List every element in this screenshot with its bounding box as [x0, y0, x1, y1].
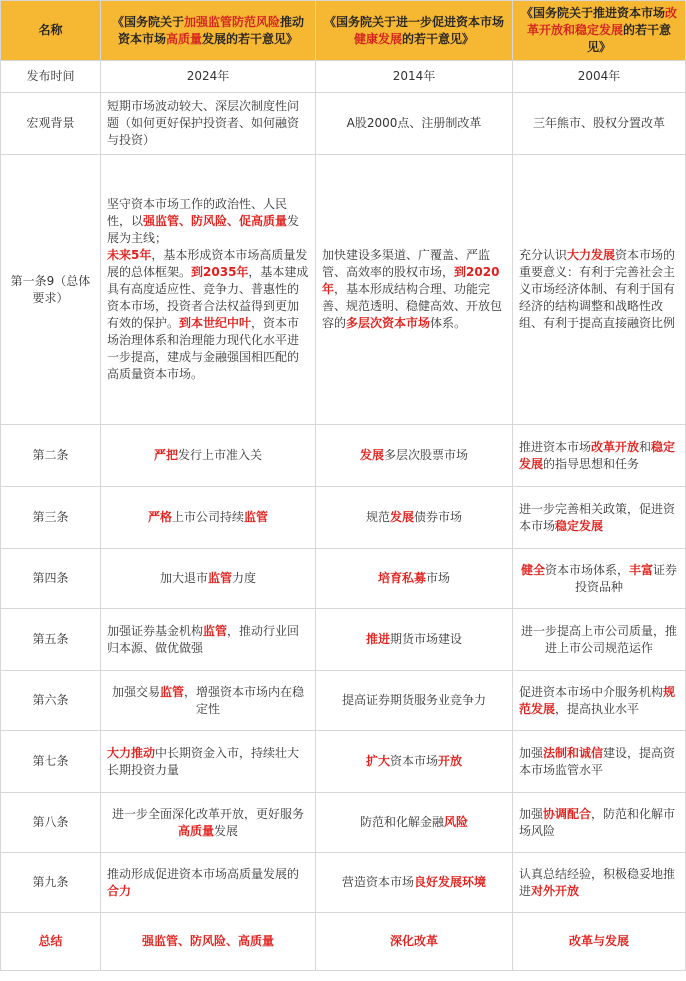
row-label: 宏观背景	[1, 93, 101, 155]
cell-text: 进一步提高上市公司质量，推进上市公司规范运作	[520, 623, 677, 655]
cell-2004	[513, 853, 686, 913]
header-name-label: 名称	[1, 1, 101, 61]
highlight-text: 良好发展环境	[414, 875, 487, 889]
table-row	[1, 61, 686, 93]
cell-text: 发展	[214, 823, 239, 838]
cell-text: 力度	[232, 571, 257, 585]
highlight-text: 推进	[365, 632, 390, 646]
cell-2004	[513, 793, 686, 853]
table-row	[1, 93, 686, 155]
highlight-text: 扩大	[365, 754, 390, 768]
highlight-text: 强监管、防风险、促高质量	[143, 214, 288, 228]
cell-2014	[316, 61, 513, 93]
cell-text: 2014年	[392, 69, 436, 83]
cell-2014	[316, 93, 513, 155]
cell-2024	[101, 793, 316, 853]
highlight-text: 培育私募	[377, 571, 426, 585]
cell-text: 和	[639, 439, 652, 454]
highlight-text: 改革开放和稳定发展	[526, 6, 678, 37]
cell-2024	[101, 487, 316, 549]
table-row	[1, 731, 686, 793]
cell-text: 提高证券期货服务业竞争力	[341, 693, 486, 707]
row-label: 第九条	[1, 853, 101, 913]
highlight-text: 合力	[107, 883, 132, 898]
cell-text: 防范和化解金融	[359, 815, 444, 829]
cell-text: 上市公司持续	[171, 510, 244, 524]
row-label: 第二条	[1, 425, 101, 487]
highlight-text: 丰富	[629, 562, 654, 577]
cell-text: ，推动行业回归本源、做优做强	[107, 623, 300, 655]
highlight-text: 监管	[207, 571, 232, 585]
cell-text: 发展的若干意见》	[202, 31, 299, 46]
cell-text: 加大退市	[159, 571, 208, 585]
highlight-text: 健康发展	[353, 31, 402, 46]
summary-row	[1, 913, 686, 971]
highlight-text: 改革开放	[591, 439, 640, 454]
cell-text: 建设，提高资本市场监管水平	[519, 745, 676, 777]
highlight-text: 发展	[359, 448, 384, 462]
header-doc-2014	[316, 1, 513, 61]
cell-text: ，防范和化解市场风险	[519, 806, 676, 838]
table-row	[1, 671, 686, 731]
row-label: 第八条	[1, 793, 101, 853]
row-label: 第六条	[1, 671, 101, 731]
row-label: 第五条	[1, 609, 101, 671]
cell-text: 发展为主线；	[107, 214, 300, 245]
cell-text: 加强交易	[111, 684, 160, 699]
summary-2004: 改革与发展	[513, 913, 686, 971]
highlight-text: 加强监管防范风险	[183, 14, 280, 29]
cell-text: 认真总结经验，积极稳妥地推进	[519, 866, 676, 898]
row-label: 第七条	[1, 731, 101, 793]
highlight-text: 稳定发展	[519, 439, 676, 471]
cell-text: 《国务院关于推进资本市场	[520, 6, 665, 20]
header-doc-2004	[513, 1, 686, 61]
cell-text: 的指导思想和任务	[543, 456, 640, 471]
cell-text: 资本市场	[389, 754, 438, 768]
cell-2004	[513, 671, 686, 731]
cell-2014	[316, 425, 513, 487]
cell-text: 体系。	[430, 316, 467, 330]
cell-2024	[101, 549, 316, 609]
cell-text: 加快建设多渠道、广覆盖、严监管、高效率的股权市场，	[322, 248, 491, 279]
cell-2024	[101, 853, 316, 913]
cell-2024	[101, 155, 316, 425]
cell-text: 发行上市准入关	[178, 448, 263, 462]
highlight-text: 风险	[444, 815, 469, 829]
cell-2004	[513, 155, 686, 425]
cell-text: ，资本市场治理体系和治理能力现代化水平进一步提高，建成与金融强国相匹配的高质量资本市场。	[107, 316, 300, 381]
row-label: 发布时间	[1, 61, 101, 93]
cell-text: ，基本建成具有高度适应性、竞争力、普惠性的资本市场，投资者合法权益得到更加有效的保护。	[107, 265, 309, 330]
cell-text: 加强	[519, 745, 544, 760]
table-row	[1, 609, 686, 671]
cell-text: 推动形成促进资本市场高质量发展的	[107, 866, 300, 881]
cell-2024	[101, 93, 316, 155]
cell-text: 中长期资金入市，持续壮大长期投资力量	[107, 745, 300, 777]
cell-2014	[316, 793, 513, 853]
highlight-text: 未来5年	[107, 248, 152, 262]
cell-text: ，提高执业水平	[555, 701, 640, 716]
highlight-text: 大力发展	[567, 248, 616, 262]
cell-2004	[513, 609, 686, 671]
highlight-text: 大力推动	[107, 745, 156, 760]
cell-text: 进一步完善相关政策，促进资本市场	[519, 501, 676, 533]
highlight-text: 健全	[520, 562, 545, 577]
cell-2024	[101, 61, 316, 93]
cell-text: ，基本形成结构合理、功能完善、规范透明、稳健高效、开放包容的	[322, 282, 503, 330]
highlight-text: 发展	[389, 510, 414, 524]
cell-2014	[316, 853, 513, 913]
cell-text: 加强	[519, 806, 544, 821]
cell-text: 短期市场波动较大、深层次制度性问题（如何更好保护投资者、如何融资与投资）	[107, 99, 300, 147]
highlight-text: 严格	[147, 510, 172, 524]
cell-text: 市场	[426, 571, 451, 585]
cell-2024	[101, 731, 316, 793]
cell-text: 推动资本市场	[117, 14, 305, 46]
cell-text: 资本市场的重要意义：有利于完善社会主义市场经济体制、有利于国有经济的结构调整和战略性改组、有利于提高直接融资比例	[519, 248, 676, 330]
cell-text: A股2000点、注册制改革	[346, 116, 482, 130]
cell-2014	[316, 731, 513, 793]
highlight-text: 到2020年	[322, 265, 500, 296]
cell-text: 多层次股票市场	[384, 448, 469, 462]
table-body	[1, 61, 686, 971]
cell-text: 促进资本市场中介服务机构	[519, 684, 664, 699]
highlight-text: 监管	[159, 684, 184, 699]
cell-text: 债券市场	[414, 510, 463, 524]
row-label: 第一条9（总体要求）	[1, 155, 101, 425]
cell-2004	[513, 731, 686, 793]
cell-text: 三年熊市、股权分置改革	[532, 116, 665, 130]
summary-2024: 强监管、防风险、高质量	[101, 913, 316, 971]
highlight-text: 多层次资本市场	[346, 316, 431, 330]
cell-2024	[101, 671, 316, 731]
cell-2014	[316, 155, 513, 425]
highlight-text: 高质量	[177, 823, 214, 838]
cell-text: 充分认识	[519, 248, 568, 262]
header-doc-2024	[101, 1, 316, 61]
cell-text: 进一步全面深化改革开放，更好服务	[111, 806, 304, 821]
highlight-text: 到本世纪中叶	[179, 316, 252, 330]
cell-2024	[101, 609, 316, 671]
cell-text: ，增强资本市场内在稳定性	[184, 684, 305, 716]
highlight-text: 严把	[153, 448, 178, 462]
cell-2004	[513, 549, 686, 609]
highlight-text: 稳定发展	[555, 518, 604, 533]
cell-2004	[513, 425, 686, 487]
cell-text: 资本市场体系，	[544, 562, 629, 577]
summary-label: 总结	[1, 913, 101, 971]
cell-text: 的若干意见》	[402, 31, 475, 46]
cell-2024	[101, 425, 316, 487]
highlight-text: 监管	[244, 510, 269, 524]
cell-text: 推进资本市场	[519, 439, 592, 454]
table-row	[1, 155, 686, 425]
cell-text: 的若干意见》	[586, 23, 672, 54]
highlight-text: 开放	[438, 754, 463, 768]
table-row	[1, 425, 686, 487]
cell-text: 营造资本市场	[341, 875, 414, 889]
table-row	[1, 793, 686, 853]
cell-2014	[316, 609, 513, 671]
highlight-text: 规范发展	[519, 684, 676, 716]
cell-text: 证券投资品种	[574, 562, 678, 594]
summary-2014: 深化改革	[316, 913, 513, 971]
highlight-text: 到2035年	[191, 265, 249, 279]
highlight-text: 法制和诚信	[543, 745, 604, 760]
cell-text: 《国务院关于	[111, 14, 184, 29]
highlight-text: 协调配合	[543, 806, 592, 821]
cell-text: 规范	[365, 510, 390, 524]
cell-2004	[513, 487, 686, 549]
cell-text: 2024年	[186, 69, 230, 83]
table-row	[1, 549, 686, 609]
cell-text: 坚守资本市场工作的政治性、人民性，以	[107, 197, 288, 228]
highlight-text: 高质量	[165, 31, 202, 46]
cell-2004	[513, 93, 686, 155]
table-row	[1, 487, 686, 549]
cell-2004	[513, 61, 686, 93]
cell-text: 加强证券基金机构	[107, 623, 204, 638]
row-label: 第四条	[1, 549, 101, 609]
header-row	[1, 1, 686, 61]
cell-text: 2004年	[577, 69, 621, 83]
cell-text: 期货市场建设	[390, 632, 463, 646]
cell-text: 《国务院关于进一步促进资本市场	[323, 14, 504, 29]
highlight-text: 监管	[203, 623, 228, 638]
row-label: 第三条	[1, 487, 101, 549]
table-row	[1, 853, 686, 913]
cell-2014	[316, 487, 513, 549]
cell-text: ，基本形成资本市场高质量发展的总体框架。	[107, 248, 308, 279]
cell-2014	[316, 549, 513, 609]
cell-2014	[316, 671, 513, 731]
highlight-text: 对外开放	[531, 883, 580, 898]
